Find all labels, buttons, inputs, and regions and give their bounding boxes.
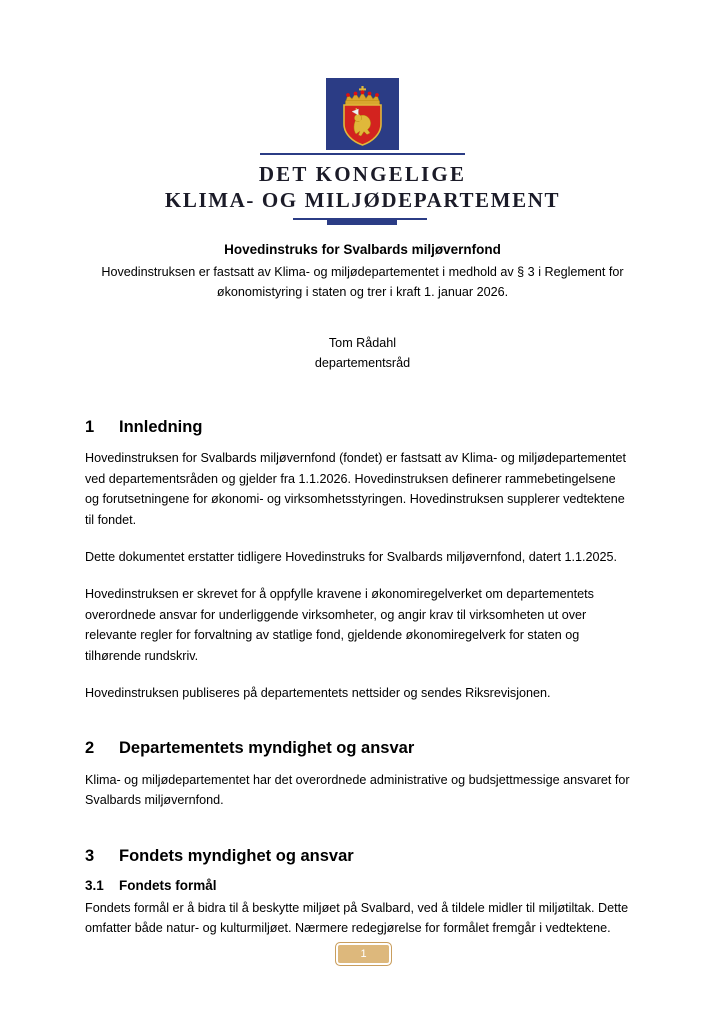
- section-heading-2: [85, 738, 633, 759]
- section-spacer: [85, 828, 633, 846]
- letterhead-rule-top: [260, 153, 465, 155]
- title-block: [0, 240, 725, 302]
- paragraph: Klima- og miljødepartementet har det overordnede administrative og budsjettmessige ansvaret for Svalbards miljøvernfond.: [85, 772, 630, 808]
- subsection-heading-3-1: [85, 877, 633, 895]
- paragraph: Hovedinstruksen er skrevet for å oppfylle kravene i økonomiregelverket om departementets overordnede ansvar for underliggende virksomheter, og angir krav til virksomheten ut over relevante regler for forvaltning av statlige fond, gjeldende økonomiregelverk for staten og tilhørende rundskriv.: [85, 587, 594, 663]
- section-title-2: Departementets myndighet og ansvar: [119, 739, 415, 758]
- letterhead: [0, 78, 725, 225]
- norwegian-coat-of-arms-icon: [326, 78, 399, 150]
- page-number-badge: 1: [335, 942, 392, 966]
- signature-role: departementsråd: [314, 355, 411, 370]
- document-title: Hovedinstruks for Svalbards miljøvernfond: [224, 242, 501, 257]
- section-title-1: Innledning: [119, 418, 203, 436]
- department-name-line-1: DET KONGELIGE: [258, 162, 467, 186]
- letterhead-rule-bottom: [0, 217, 725, 225]
- letterhead-rule-thick: [327, 218, 397, 225]
- section-number-3: 3: [85, 846, 95, 865]
- section-number-2: 2: [85, 739, 95, 758]
- paragraph: Hovedinstruksen publiseres på departementets nettsider og sendes Riksrevisjonen.: [85, 685, 551, 700]
- subsection-number-3-1: 3.1: [85, 878, 104, 893]
- paragraph: Fondets formål er å bidra til å beskytte miljøet på Svalbard, ved å tildele midler til miljøtiltak. Dette omfatter både natur- og kulturmiljøet. Nærmere redegjørelse for formålet fremgår i vedtektene.: [85, 900, 629, 935]
- department-name: [0, 162, 725, 213]
- paragraph: Dette dokumentet erstatter tidligere Hovedinstruks for Svalbards miljøvernfond, datert 1.1.2025.: [85, 550, 617, 564]
- department-name-line-2: KLIMA- OG MILJØDEPARTEMENT: [164, 187, 561, 212]
- section-title-3: Fondets myndighet og ansvar: [119, 846, 354, 865]
- signature-block: [0, 334, 725, 373]
- subsection-title-3-1: Fondets formål: [119, 878, 217, 893]
- document-body: [85, 417, 633, 938]
- section-heading-1: [85, 417, 633, 438]
- section-spacer: [85, 720, 633, 738]
- section-heading-3: [85, 846, 633, 867]
- paragraph: Hovedinstruksen for Svalbards miljøvernfond (fondet) er fastsatt av Klima- og miljødepartementet ved departementsråden og gjelder fra 1.1.2026. Hovedinstruksen definerer rammebetingelsene og forutsetningene for økonomi- og virksomhetsstyringen. Hovedinstruksen supplerer vedtektene til fondet.: [85, 451, 627, 527]
- signature-name: Tom Rådahl: [328, 336, 397, 350]
- section-number-1: 1: [85, 418, 95, 436]
- document-subtitle: Hovedinstruksen er fastsatt av Klima- og miljødepartementet i medhold av § 3 i Reglement for økonomistyring i staten og trer i kraft 1. januar 2026.: [101, 265, 624, 299]
